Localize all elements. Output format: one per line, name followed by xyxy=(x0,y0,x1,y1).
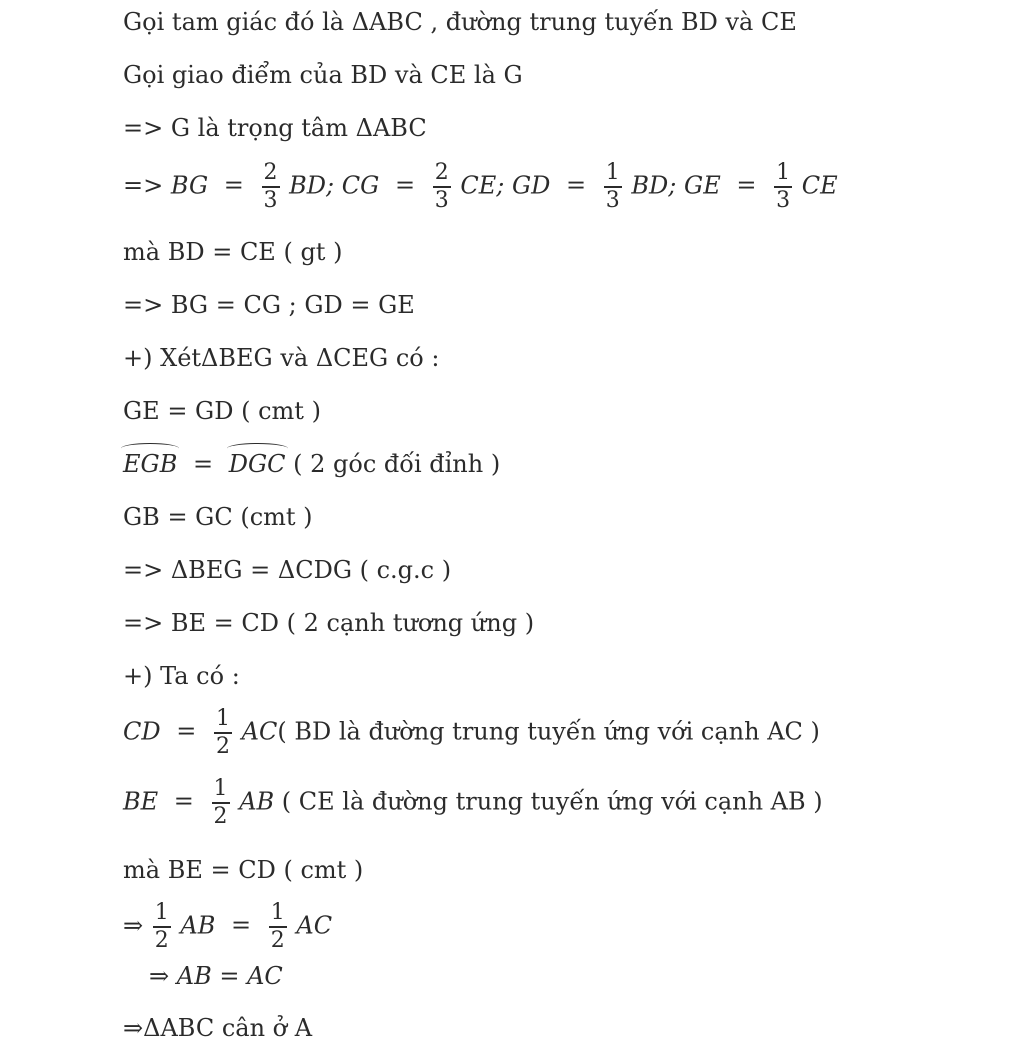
equals-sign: = xyxy=(223,171,244,200)
fraction-one-third: $\frac{1}{3}$ xyxy=(776,160,791,213)
math-ac: AC xyxy=(241,717,278,746)
math-bd: BD; xyxy=(631,171,677,200)
line-1: Gọi tam giác đó là ΔABC , đường trung tuyến BD và CE xyxy=(123,8,797,36)
equals-sign: = xyxy=(192,450,214,478)
line-5: mà BD = CE ( gt ) xyxy=(123,238,343,266)
equals-sign: = xyxy=(566,171,587,200)
math-ge: GE xyxy=(684,171,721,200)
line-11: => ΔBEG = ΔCDG ( c.g.c ) xyxy=(123,556,452,584)
math-ab: AB xyxy=(180,911,216,940)
line-15-be xyxy=(123,778,823,828)
math-ab: AB xyxy=(239,787,275,816)
be-note: ( CE là đường trung tuyến ứng với cạnh AB ) xyxy=(281,787,823,816)
line-13: +) Ta có : xyxy=(123,662,240,690)
math-be: BE xyxy=(123,787,159,816)
equals-sign: = xyxy=(736,171,757,200)
angle-egb: EGB xyxy=(123,450,178,478)
equals-sign: = xyxy=(394,171,416,200)
line-7: +) XétΔBEG và ΔCEG có : xyxy=(123,344,440,372)
line-9-angles xyxy=(123,452,500,476)
line-8: GE = GD ( cmt ) xyxy=(123,397,321,425)
fraction-one-half: $\frac{1}{2}$ xyxy=(270,900,285,953)
fraction-two-thirds: $\frac{2}{3}$ xyxy=(434,160,449,213)
line-14-cd xyxy=(123,708,820,758)
cd-note: ( BD là đường trung tuyến ứng với cạnh AC ) xyxy=(277,717,820,746)
math-ac: AC xyxy=(296,911,333,940)
line-4-equations xyxy=(123,162,838,212)
math-cg: CG xyxy=(341,171,380,200)
fraction-one-half: $\frac{1}{2}$ xyxy=(216,706,230,759)
line-16: mà BE = CD ( cmt ) xyxy=(123,856,364,884)
fraction-one-third: $\frac{1}{3}$ xyxy=(605,160,620,213)
line-3: => G là trọng tâm ΔABC xyxy=(123,114,427,142)
math-ce: CE; xyxy=(460,171,505,200)
angle-dgc: DGC xyxy=(228,450,286,478)
implies-text: => xyxy=(123,171,164,200)
implies-arrow: ⇒ xyxy=(123,911,144,940)
equals-sign: = xyxy=(176,717,197,746)
math-gd: GD xyxy=(511,171,551,200)
math-cd: CD xyxy=(123,717,161,746)
math-bd: BD; xyxy=(289,171,335,200)
angle-note: ( 2 góc đối đỉnh ) xyxy=(293,450,501,478)
math-ce: CE xyxy=(801,171,838,200)
line-19-conclusion: ⇒ΔABC cân ở A xyxy=(123,1014,313,1042)
line-6: => BG = CG ; GD = GE xyxy=(123,291,415,319)
fraction-one-half: $\frac{1}{2}$ xyxy=(154,900,169,953)
fraction-one-half: $\frac{1}{2}$ xyxy=(213,776,228,829)
line-12: => BE = CD ( 2 cạnh tương ứng ) xyxy=(123,609,535,637)
line-18: ⇒ AB = AC xyxy=(149,962,283,990)
equals-sign: = xyxy=(173,787,194,816)
line-17-halves xyxy=(123,902,332,952)
fraction-two-thirds: $\frac{2}{3}$ xyxy=(263,160,278,213)
equals-sign: = xyxy=(231,911,252,940)
line-10: GB = GC (cmt ) xyxy=(123,503,313,531)
math-bg: BG xyxy=(170,171,209,200)
line-2: Gọi giao điểm của BD và CE là G xyxy=(123,61,523,89)
